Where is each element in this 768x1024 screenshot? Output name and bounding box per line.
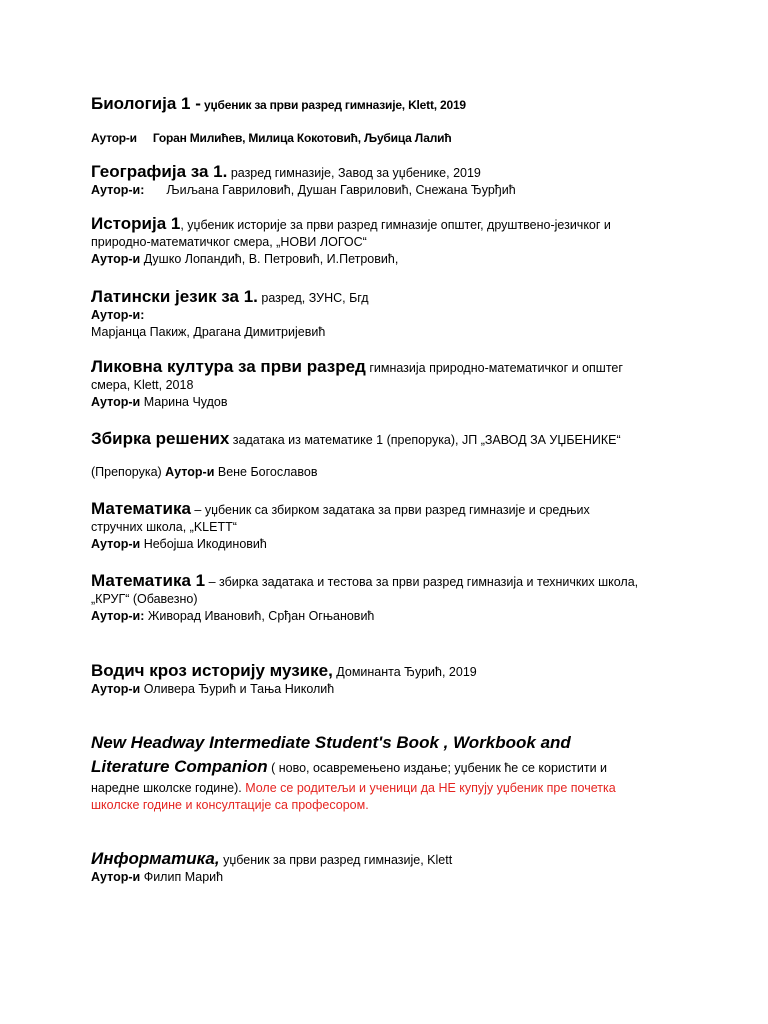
author-names: Небојша Икодиновић — [140, 537, 267, 551]
author-line-math-collection — [91, 464, 708, 481]
author-label: Аутор-и: — [91, 308, 145, 322]
book-entry-geography — [91, 163, 708, 199]
book-entry-math-collection — [91, 430, 708, 449]
author-names: Љиљана Гавриловић, Душан Гавриловић, Снежана Ђурђић — [166, 183, 516, 197]
book-description: задатака из математике 1 (препорука), ЈП „ЗАВОД ЗА УЏБЕНИКЕ“ — [229, 433, 621, 447]
book-description-cont: стручних школа, „KLETT“ — [91, 520, 237, 534]
book-entry-history — [91, 215, 708, 268]
author-names: Филип Марић — [140, 870, 224, 884]
author-label: Аутор-и — [165, 465, 215, 479]
book-description: гимназија природно-математичког и општег — [365, 361, 623, 375]
book-description: – уџбеник са збирком задатака за први разред гимназије и средњих — [190, 503, 590, 517]
author-label: Аутор-и: — [91, 183, 145, 197]
author-label: Аутор-и — [91, 537, 141, 551]
book-description: – збирка задатака и тестова за први разред гимназија и техничких школа, — [205, 575, 639, 589]
author-names: Марјанца Пакиж, Драгана Димитријевић — [91, 325, 326, 339]
book-title: New Headway Intermediate Student's Book , Workbook and — [91, 733, 571, 752]
book-entry-latin — [91, 288, 708, 341]
book-description-cont: смера, Klett, 2018 — [91, 378, 194, 392]
book-description: уџбеник за први разред гимназије, Klett — [219, 853, 453, 867]
book-title-cont: Literature Companion — [91, 757, 268, 776]
book-entry-mathematics-1 — [91, 572, 708, 625]
author-label: Аутор-и — [91, 395, 141, 409]
book-description: разред, ЗУНС, Бгд — [257, 291, 369, 305]
book-entry-informatics — [91, 850, 708, 886]
book-title: Информатика, — [91, 849, 220, 868]
warning-text-cont: школске године и консултације са професором. — [91, 798, 369, 812]
book-title: Биологија 1 - — [91, 94, 201, 113]
author-names: Горан Милићев, Милица Кокотовић, Љубица Лалић — [152, 131, 452, 145]
author-names: Живорад Ивановић, Срђан Огњановић — [144, 609, 375, 623]
warning-text: Моле се родитељи и ученици да НЕ купују уџбеник пре почетка — [245, 781, 616, 795]
book-description: уџбеник за први разред гимназије, Klett, 2019 — [200, 98, 466, 112]
book-description: ( ново, осавремењено издање; уџбеник ће се користити и — [267, 761, 608, 775]
author-names: Душко Лопандић, В. Петровић, И.Петровић, — [140, 252, 399, 266]
book-entry-art — [91, 358, 708, 411]
book-title: Збирка решених — [91, 429, 230, 448]
book-entry-mathematics — [91, 500, 708, 553]
book-title: Математика 1 — [91, 571, 206, 590]
book-description-cont: природно-математичког смера, „НОВИ ЛОГОС“ — [91, 235, 367, 249]
book-title: Ликовна култура за први разред — [91, 357, 366, 376]
book-description-cont: наредне школске године). — [91, 781, 246, 795]
book-description: разред гимназије, Завод за уџбенике, 2019 — [227, 166, 481, 180]
author-names: Марина Чудов — [140, 395, 228, 409]
author-label: Аутор-и — [91, 870, 141, 884]
book-title: Географија за 1. — [91, 162, 228, 181]
book-title: Водич кроз историју музике, — [91, 661, 333, 680]
book-title: Латински језик за 1. — [91, 287, 258, 306]
book-title: Математика — [91, 499, 191, 518]
book-entry-music — [91, 662, 708, 698]
author-label: Аутор-и — [91, 131, 137, 145]
author-label: Аутор-и — [91, 682, 141, 696]
author-label: Аутор-и — [91, 252, 141, 266]
author-line-biology — [91, 130, 708, 147]
book-description-cont: „КРУГ“ (Обавезно) — [91, 592, 198, 606]
author-names: Оливера Ђурић и Тања Николић — [140, 682, 335, 696]
book-description: , уџбеник историје за први разред гимназије општег, друштвено-језичког и — [180, 218, 611, 232]
book-description: Доминанта Ђурић, 2019 — [332, 665, 477, 679]
book-description-cont: (Препорука) — [91, 465, 166, 479]
author-label: Аутор-и: — [91, 609, 145, 623]
author-names: Вене Богославов — [214, 465, 318, 479]
book-entry-english — [91, 731, 708, 814]
book-entry-biology — [91, 95, 708, 114]
book-title: Историја 1 — [91, 214, 181, 233]
